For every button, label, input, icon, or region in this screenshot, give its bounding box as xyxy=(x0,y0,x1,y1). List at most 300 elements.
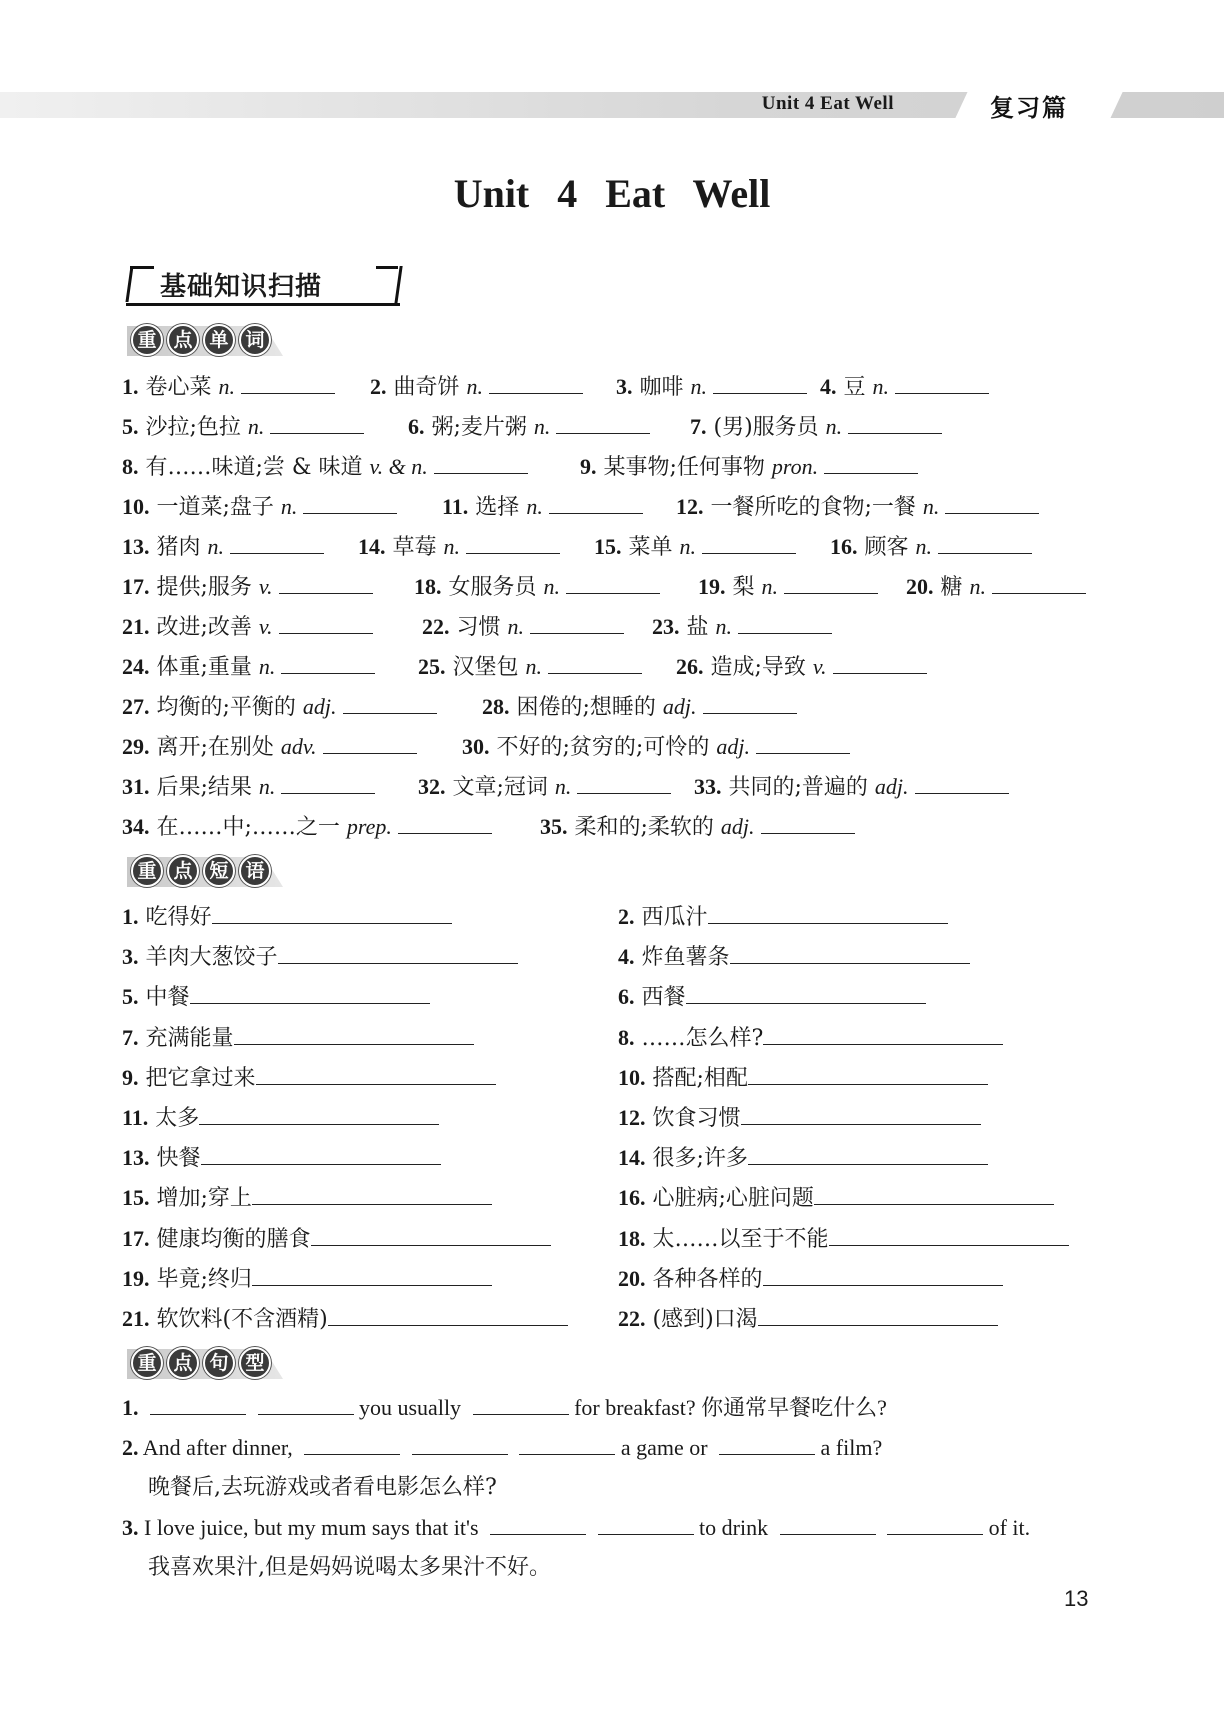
answer-blank[interactable] xyxy=(328,1305,568,1326)
phrase-item xyxy=(122,1302,568,1336)
item-number: 2. xyxy=(122,1435,139,1460)
answer-blank[interactable] xyxy=(199,1104,439,1125)
subheading-sentences xyxy=(127,1347,285,1379)
answer-blank[interactable] xyxy=(756,733,850,754)
item-number: 3. xyxy=(122,944,139,969)
answer-blank[interactable] xyxy=(489,373,583,394)
item-number: 4. xyxy=(618,944,635,969)
vocab-meaning: 柔和的;柔软的 xyxy=(574,815,714,840)
item-number: 22. xyxy=(618,1306,646,1331)
subheading-chip: 点 xyxy=(167,324,199,356)
answer-blank[interactable] xyxy=(212,903,452,924)
part-of-speech: pron. xyxy=(771,454,819,479)
phrase-meaning: 搭配;相配 xyxy=(652,1066,748,1091)
item-number: 14. xyxy=(618,1145,646,1170)
part-of-speech: adj. xyxy=(874,774,909,799)
item-number: 5. xyxy=(122,984,139,1009)
phrase-meaning: ……怎么样? xyxy=(641,1026,764,1051)
item-number: 10. xyxy=(122,494,150,519)
vocab-item xyxy=(122,610,373,645)
item-number: 1. xyxy=(122,374,139,399)
item-number: 21. xyxy=(122,614,150,639)
subheading-chip: 重 xyxy=(131,324,163,356)
vocab-meaning: 一餐所吃的食物;一餐 xyxy=(710,495,916,520)
answer-blank[interactable] xyxy=(895,373,989,394)
item-number: 19. xyxy=(698,574,726,599)
vocab-meaning: 顾客 xyxy=(864,535,909,560)
vocab-item xyxy=(690,410,942,445)
part-of-speech: n. xyxy=(761,574,779,599)
vocab-meaning: 不好的;贫穷的;可怜的 xyxy=(496,735,710,760)
vocab-item xyxy=(422,610,624,645)
phrase-item xyxy=(122,940,518,974)
answer-blank[interactable] xyxy=(992,573,1086,594)
answer-blank[interactable] xyxy=(938,533,1032,554)
part-of-speech: n. xyxy=(258,654,276,679)
vocab-meaning: 咖啡 xyxy=(639,375,684,400)
answer-blank[interactable] xyxy=(398,813,492,834)
phrase-item xyxy=(618,1101,981,1135)
vocab-item xyxy=(370,370,583,405)
answer-blank[interactable] xyxy=(848,413,942,434)
answer-blank[interactable] xyxy=(556,413,650,434)
item-number: 15. xyxy=(122,1185,150,1210)
item-number: 20. xyxy=(618,1266,646,1291)
item-number: 20. xyxy=(906,574,934,599)
answer-blank[interactable] xyxy=(252,1265,492,1286)
vocab-meaning: 体重;重量 xyxy=(156,655,252,680)
vocab-item xyxy=(414,570,660,605)
answer-blank[interactable] xyxy=(549,493,643,514)
phrase-item xyxy=(122,1141,441,1175)
item-number: 25. xyxy=(418,654,446,679)
item-number: 26. xyxy=(676,654,704,679)
item-number: 15. xyxy=(594,534,622,559)
phrase-item xyxy=(122,1181,492,1215)
item-number: 6. xyxy=(408,414,425,439)
answer-blank[interactable] xyxy=(741,1104,981,1125)
vocab-item xyxy=(418,770,671,805)
answer-blank[interactable] xyxy=(201,1144,441,1165)
subheading-vocab xyxy=(127,324,285,356)
sentence-text: And after dinner, xyxy=(142,1435,293,1460)
phrase-meaning: 饮食习惯 xyxy=(652,1106,741,1131)
item-number: 29. xyxy=(122,734,150,759)
sentence-text: you usually xyxy=(359,1395,462,1420)
phrase-item xyxy=(618,1222,1069,1256)
item-number: 1. xyxy=(122,904,139,929)
item-number: 31. xyxy=(122,774,150,799)
answer-blank[interactable] xyxy=(730,943,970,964)
answer-blank[interactable] xyxy=(241,373,335,394)
part-of-speech: n. xyxy=(825,414,843,439)
item-number: 27. xyxy=(122,694,150,719)
phrase-meaning: 健康均衡的膳食 xyxy=(156,1227,311,1252)
answer-blank[interactable] xyxy=(686,983,926,1004)
answer-blank[interactable] xyxy=(761,813,855,834)
vocab-item xyxy=(122,770,375,805)
answer-blank[interactable] xyxy=(548,653,642,674)
vocab-meaning: 曲奇饼 xyxy=(393,375,460,400)
answer-blank[interactable] xyxy=(270,413,364,434)
phrase-item xyxy=(122,1262,492,1296)
item-number: 2. xyxy=(618,904,635,929)
answer-blank[interactable] xyxy=(887,1514,983,1535)
subheading-chip: 单 xyxy=(203,324,235,356)
vocab-meaning: 文章;冠词 xyxy=(452,775,548,800)
vocab-item xyxy=(652,610,832,645)
item-number: 6. xyxy=(618,984,635,1009)
answer-blank[interactable] xyxy=(466,533,560,554)
item-number: 30. xyxy=(462,734,490,759)
part-of-speech: n. xyxy=(969,574,987,599)
answer-blank[interactable] xyxy=(519,1434,615,1455)
item-number: 17. xyxy=(122,574,150,599)
item-number: 9. xyxy=(580,454,597,479)
part-of-speech: n. xyxy=(872,374,890,399)
item-number: 34. xyxy=(122,814,150,839)
subheading-chip: 短 xyxy=(203,855,235,887)
answer-blank[interactable] xyxy=(490,1514,586,1535)
vocab-item xyxy=(122,690,437,725)
phrase-item xyxy=(122,980,430,1014)
vocab-meaning: 沙拉;色拉 xyxy=(145,415,241,440)
vocab-item xyxy=(906,570,1086,605)
sentence-text: of it. xyxy=(988,1515,1031,1540)
phrase-meaning: 西餐 xyxy=(641,985,686,1010)
vocab-meaning: (男)服务员 xyxy=(713,415,819,440)
phrase-item xyxy=(618,1061,988,1095)
item-number: 13. xyxy=(122,1145,150,1170)
phrase-item xyxy=(618,980,926,1014)
item-number: 4. xyxy=(820,374,837,399)
part-of-speech: n. xyxy=(247,414,265,439)
part-of-speech: v. xyxy=(258,614,273,639)
answer-blank[interactable] xyxy=(833,653,927,674)
subheading-chip: 词 xyxy=(239,324,271,356)
vocab-item xyxy=(122,370,335,405)
part-of-speech: n. xyxy=(915,534,933,559)
vocab-item xyxy=(540,810,855,845)
answer-blank[interactable] xyxy=(748,1144,988,1165)
phrase-meaning: 毕竟;终归 xyxy=(156,1267,252,1292)
answer-blank[interactable] xyxy=(945,493,1039,514)
phrase-meaning: 中餐 xyxy=(145,985,190,1010)
vocab-meaning: 菜单 xyxy=(628,535,673,560)
vocab-item xyxy=(442,490,643,525)
item-number: 7. xyxy=(122,1025,139,1050)
part-of-speech: adv. xyxy=(280,734,317,759)
item-number: 11. xyxy=(442,494,469,519)
item-number: 7. xyxy=(690,414,707,439)
answer-blank[interactable] xyxy=(530,613,624,634)
part-of-speech: adj. xyxy=(716,734,750,759)
vocab-item xyxy=(122,570,373,605)
part-of-speech: adj. xyxy=(302,694,337,719)
phrase-item xyxy=(122,1222,551,1256)
vocab-item xyxy=(122,810,492,845)
phrase-meaning: 西瓜汁 xyxy=(641,905,708,930)
vocab-item xyxy=(676,490,1039,525)
vocab-meaning: 豆 xyxy=(843,375,866,400)
vocab-meaning: 造成;导致 xyxy=(710,655,806,680)
vocab-meaning: 草莓 xyxy=(392,535,437,560)
answer-blank[interactable] xyxy=(473,1394,569,1415)
answer-blank[interactable] xyxy=(784,573,878,594)
answer-blank[interactable] xyxy=(304,1434,400,1455)
item-number: 10. xyxy=(618,1065,646,1090)
header-unit-text: Unit 4 Eat Well xyxy=(761,93,894,114)
answer-blank[interactable] xyxy=(598,1514,694,1535)
sentence-2 xyxy=(122,1431,882,1465)
answer-blank[interactable] xyxy=(252,1184,492,1205)
phrase-item xyxy=(618,900,948,934)
vocab-meaning: 粥;麦片粥 xyxy=(431,415,527,440)
item-number: 1. xyxy=(122,1395,139,1420)
item-number: 8. xyxy=(122,454,139,479)
vocab-meaning: 糖 xyxy=(940,575,963,600)
sentence-text: a game or xyxy=(620,1435,708,1460)
vocab-item xyxy=(594,530,796,565)
header-tag: 复习篇 xyxy=(990,94,1068,122)
answer-blank[interactable] xyxy=(824,453,918,474)
phrase-item xyxy=(618,1181,1054,1215)
phrase-meaning: 快餐 xyxy=(156,1146,201,1171)
answer-blank[interactable] xyxy=(256,1064,496,1085)
vocab-item xyxy=(408,410,650,445)
part-of-speech: n. xyxy=(533,414,551,439)
answer-blank[interactable] xyxy=(915,773,1009,794)
answer-blank[interactable] xyxy=(234,1024,474,1045)
phrase-meaning: 充满能量 xyxy=(145,1026,234,1051)
part-of-speech: n. xyxy=(258,774,276,799)
answer-blank[interactable] xyxy=(278,943,518,964)
vocab-meaning: 盐 xyxy=(686,615,709,640)
part-of-speech: n. xyxy=(280,494,298,519)
vocab-item xyxy=(580,450,918,485)
item-number: 35. xyxy=(540,814,568,839)
answer-blank[interactable] xyxy=(814,1184,1054,1205)
vocab-item xyxy=(676,650,927,685)
subheading-chip: 重 xyxy=(131,855,163,887)
phrase-meaning: 羊肉大葱饺子 xyxy=(145,945,278,970)
phrase-meaning: 太多 xyxy=(155,1106,200,1131)
subheading-chip: 语 xyxy=(239,855,271,887)
answer-blank[interactable] xyxy=(738,613,832,634)
phrase-meaning: 各种各样的 xyxy=(652,1267,763,1292)
item-number: 14. xyxy=(358,534,386,559)
answer-blank[interactable] xyxy=(279,613,373,634)
vocab-meaning: 均衡的;平衡的 xyxy=(156,695,296,720)
vocab-item xyxy=(462,730,850,765)
vocab-meaning: 卷心菜 xyxy=(145,375,212,400)
phrase-meaning: (感到)口渴 xyxy=(652,1307,758,1332)
vocab-meaning: 有……味道;尝 & 味道 xyxy=(145,455,363,480)
subheading-chip: 重 xyxy=(131,1347,163,1379)
vocab-item xyxy=(820,370,989,405)
answer-blank[interactable] xyxy=(258,1394,354,1415)
answer-blank[interactable] xyxy=(281,653,375,674)
item-number: 23. xyxy=(652,614,680,639)
part-of-speech: adj. xyxy=(720,814,755,839)
item-number: 2. xyxy=(370,374,387,399)
sentence-text: a film? xyxy=(820,1435,883,1460)
phrase-meaning: 炸鱼薯条 xyxy=(641,945,730,970)
vocab-item xyxy=(122,490,397,525)
answer-blank[interactable] xyxy=(281,773,375,794)
vocab-item xyxy=(830,530,1032,565)
item-number: 8. xyxy=(618,1025,635,1050)
answer-blank[interactable] xyxy=(150,1394,246,1415)
subheading-chip: 句 xyxy=(203,1347,235,1379)
sentence-translation: 你通常早餐吃什么? xyxy=(701,1395,887,1420)
page-title: Unit 4 Eat Well xyxy=(453,171,771,216)
item-number: 5. xyxy=(122,414,139,439)
answer-blank[interactable] xyxy=(279,573,373,594)
part-of-speech: n. xyxy=(507,614,525,639)
answer-blank[interactable] xyxy=(577,773,671,794)
item-number: 19. xyxy=(122,1266,150,1291)
answer-blank[interactable] xyxy=(412,1434,508,1455)
part-of-speech: n. xyxy=(207,534,225,559)
vocab-item xyxy=(122,730,417,765)
part-of-speech: n. xyxy=(466,374,484,399)
answer-blank[interactable] xyxy=(323,733,417,754)
answer-blank[interactable] xyxy=(703,693,797,714)
item-number: 21. xyxy=(122,1306,150,1331)
answer-blank[interactable] xyxy=(702,533,796,554)
page-number: 13 xyxy=(1064,1586,1089,1611)
item-number: 33. xyxy=(694,774,722,799)
part-of-speech: adj. xyxy=(662,694,697,719)
vocab-meaning: 汉堡包 xyxy=(452,655,519,680)
answer-blank[interactable] xyxy=(758,1305,998,1326)
vocab-meaning: 梨 xyxy=(732,575,755,600)
answer-blank[interactable] xyxy=(230,533,324,554)
sentence-3 xyxy=(122,1511,1030,1545)
answer-blank[interactable] xyxy=(303,493,397,514)
part-of-speech: n. xyxy=(526,494,543,519)
item-number: 11. xyxy=(122,1105,149,1130)
vocab-item xyxy=(418,650,642,685)
vocab-meaning: 某事物;任何事物 xyxy=(603,455,765,480)
answer-blank[interactable] xyxy=(708,903,948,924)
answer-blank[interactable] xyxy=(829,1225,1069,1246)
phrase-item xyxy=(122,1101,439,1135)
subheading-chip: 点 xyxy=(167,855,199,887)
sentence-3-translation: 我喜欢果汁,但是妈妈说喝太多果汁不好。 xyxy=(148,1555,551,1580)
vocab-item xyxy=(122,410,364,445)
answer-blank[interactable] xyxy=(748,1064,988,1085)
subheading-chip: 点 xyxy=(167,1347,199,1379)
vocab-meaning: 离开;在别处 xyxy=(156,735,274,760)
sentence-text: I love juice, but my mum says that it's xyxy=(144,1515,479,1540)
answer-blank[interactable] xyxy=(719,1434,815,1455)
answer-blank[interactable] xyxy=(566,573,660,594)
vocab-item xyxy=(616,370,807,405)
vocab-meaning: 在……中;……之一 xyxy=(156,815,340,840)
answer-blank[interactable] xyxy=(190,983,430,1004)
vocab-meaning: 习惯 xyxy=(456,615,501,640)
subheading-phrases xyxy=(127,855,285,887)
item-number: 17. xyxy=(122,1226,150,1251)
subheading-chip: 型 xyxy=(239,1347,271,1379)
vocab-item xyxy=(482,690,797,725)
vocab-item xyxy=(694,770,1009,805)
vocab-meaning: 猪肉 xyxy=(156,535,201,560)
vocab-meaning: 一道菜;盘子 xyxy=(156,495,274,520)
item-number: 3. xyxy=(122,1515,139,1540)
part-of-speech: n. xyxy=(543,574,561,599)
answer-blank[interactable] xyxy=(780,1514,876,1535)
part-of-speech: n. xyxy=(715,614,733,639)
part-of-speech: n. xyxy=(690,374,708,399)
phrase-item xyxy=(618,1262,1003,1296)
item-number: 24. xyxy=(122,654,150,679)
part-of-speech: v. xyxy=(258,574,273,599)
phrase-item xyxy=(618,1302,998,1336)
phrase-meaning: 增加;穿上 xyxy=(156,1186,252,1211)
answer-blank[interactable] xyxy=(343,693,437,714)
part-of-speech: n. xyxy=(679,534,697,559)
phrase-item xyxy=(618,940,970,974)
sentence-text: for breakfast? xyxy=(574,1395,696,1420)
answer-blank[interactable] xyxy=(763,1265,1003,1286)
answer-blank[interactable] xyxy=(713,373,807,394)
phrase-meaning: 吃得好 xyxy=(145,905,212,930)
part-of-speech: prep. xyxy=(346,814,392,839)
vocab-meaning: 女服务员 xyxy=(448,575,537,600)
item-number: 12. xyxy=(676,494,704,519)
item-number: 28. xyxy=(482,694,510,719)
phrase-meaning: 把它拿过来 xyxy=(145,1066,256,1091)
part-of-speech: n. xyxy=(922,494,940,519)
item-number: 32. xyxy=(418,774,446,799)
vocab-item xyxy=(122,530,324,565)
item-number: 16. xyxy=(618,1185,646,1210)
vocab-meaning: 提供;服务 xyxy=(156,575,252,600)
phrase-item xyxy=(122,900,452,934)
section-heading-label: 基础知识扫描 xyxy=(160,272,323,302)
vocab-item xyxy=(122,450,528,485)
part-of-speech: v. & n. xyxy=(369,454,428,479)
answer-blank[interactable] xyxy=(434,453,528,474)
vocab-meaning: 改进;改善 xyxy=(156,615,252,640)
answer-blank[interactable] xyxy=(311,1225,551,1246)
part-of-speech: n. xyxy=(554,774,572,799)
vocab-meaning: 共同的;普遍的 xyxy=(728,775,868,800)
sentence-text: to drink xyxy=(699,1515,769,1540)
phrase-meaning: 太……以至于不能 xyxy=(652,1227,829,1252)
phrase-meaning: 很多;许多 xyxy=(652,1146,748,1171)
part-of-speech: n. xyxy=(525,654,543,679)
part-of-speech: n. xyxy=(218,374,236,399)
item-number: 22. xyxy=(422,614,450,639)
item-number: 16. xyxy=(830,534,858,559)
phrase-meaning: 软饮料(不含酒精) xyxy=(156,1307,328,1332)
item-number: 18. xyxy=(414,574,442,599)
phrase-item xyxy=(618,1021,1003,1055)
phrase-item xyxy=(618,1141,988,1175)
answer-blank[interactable] xyxy=(763,1024,1003,1045)
phrase-meaning: 心脏病;心脏问题 xyxy=(652,1186,814,1211)
item-number: 12. xyxy=(618,1105,646,1130)
section-heading xyxy=(126,266,402,304)
vocab-meaning: 选择 xyxy=(475,495,520,520)
item-number: 13. xyxy=(122,534,150,559)
part-of-speech: v. xyxy=(812,654,827,679)
item-number: 18. xyxy=(618,1226,646,1251)
